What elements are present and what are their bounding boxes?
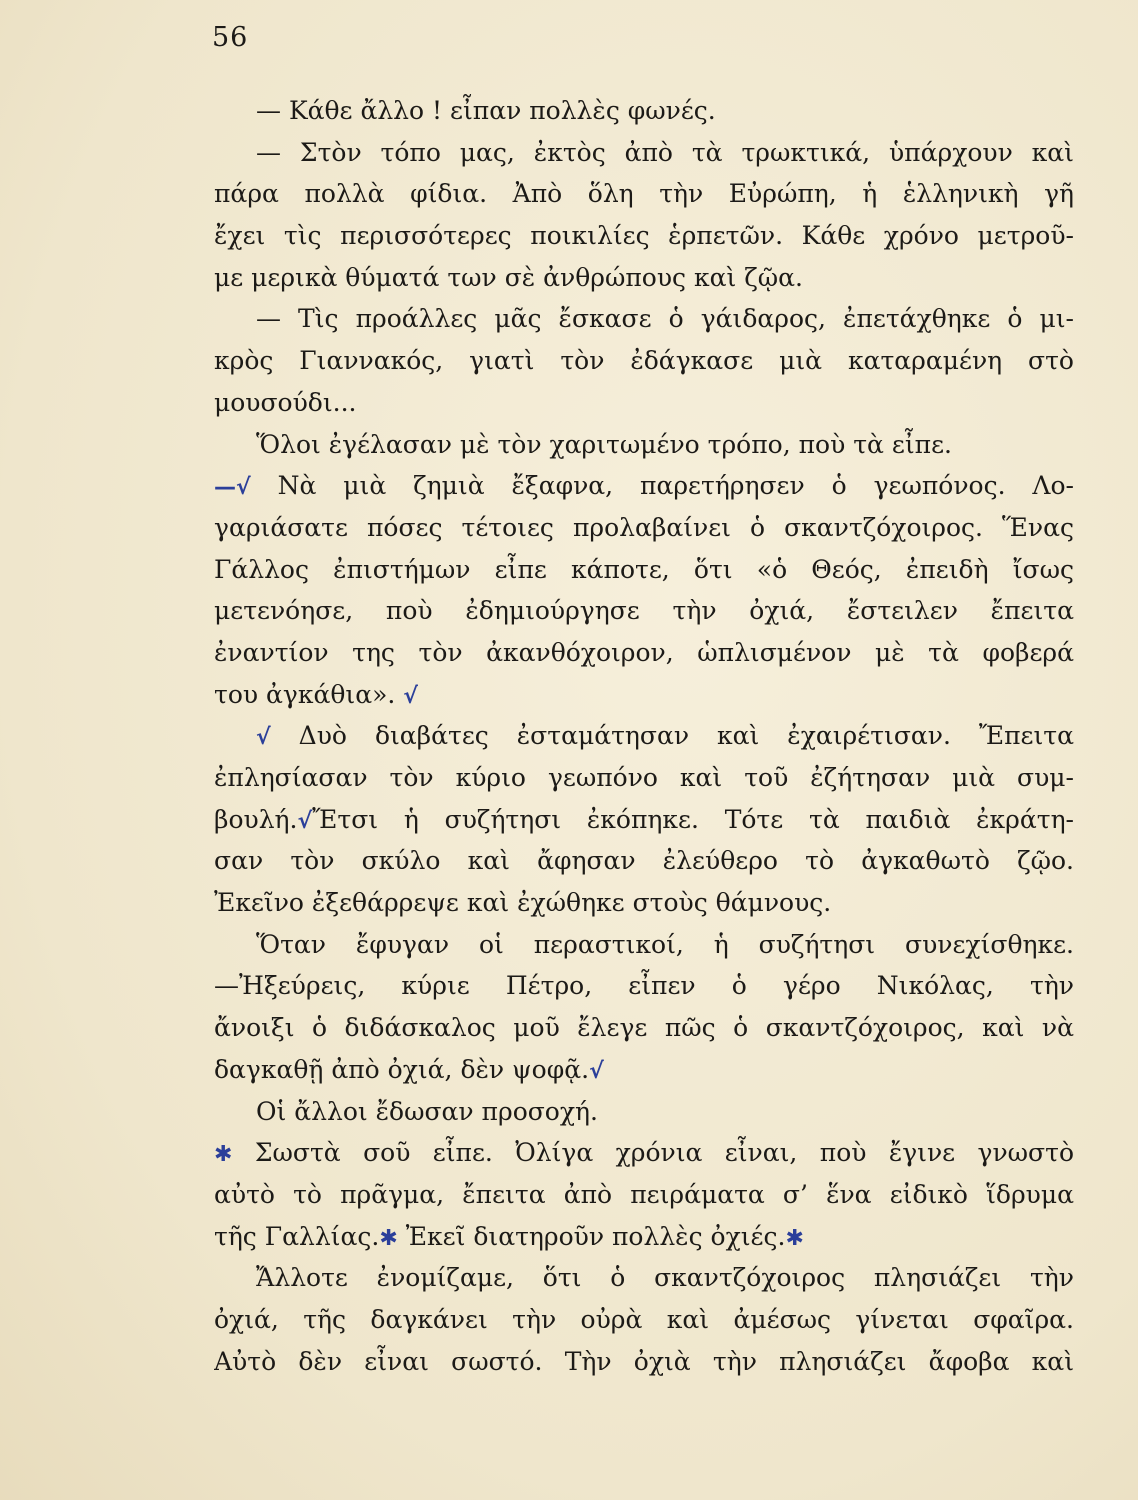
text-line: μετενόησε, ποὺ ἐδημιούργησε τὴν ὀχιά, ἔστειλεν ἔπειτα <box>214 596 1074 626</box>
text-line: κρὸς Γιαννακός, γιατὶ τὸν ἐδάγκασε μιὰ καταραμένη στὸ <box>214 346 1074 376</box>
text-line: ἐπλησίασαν τὸν κύριο γεωπόνο καὶ τοῦ ἐζήτησαν μιὰ συμ- <box>214 763 1074 792</box>
text-line: τῆς Γαλλίας.✱ Ἐκεῖ διατηροῦν πολλὲς ὀχιές.✱ <box>214 1221 804 1251</box>
check-mark-icon: √ <box>589 1058 604 1084</box>
text-line: —√ Νὰ μιὰ ζημιὰ ἔξαφνα, παρετήρησεν ὁ γεωπόνος. Λο- <box>214 471 1074 501</box>
text-line: πάρα πολλὰ φίδια. Ἀπὸ ὅλη τὴν Εὐρώπη, ἡ ἑλληνικὴ γῆ <box>214 179 1074 209</box>
text-line: γαριάσατε πόσες τέτοιες προλαβαίνει ὁ σκαντζόχοιρος. Ἕνας <box>214 512 1074 542</box>
text-line: ἐναντίον της τὸν ἀκανθόχοιρον, ὡπλισμένον μὲ τὰ φοβερά <box>214 637 1074 667</box>
text-line: Ὅταν ἔφυγαν οἱ περαστικοί, ἡ συζήτησι συνεχίσθηκε. <box>256 929 1074 959</box>
page-number: 56 <box>212 22 249 53</box>
text-line: Ὅλοι ἐγέλασαν μὲ τὸν χαριτωμένο τρόπο, ποὺ τὰ εἶπε. <box>256 429 952 459</box>
text-line: του ἀγκάθια». √ <box>214 679 418 709</box>
text-line: √ Δυὸ διαβάτες ἐσταμάτησαν καὶ ἐχαιρέτισαν. Ἔπειτα <box>256 721 1074 751</box>
body-text <box>214 90 1074 1382</box>
text-line: — Κάθε ἄλλο ! εἶπαν πολλὲς φωνές. <box>256 96 716 125</box>
check-mark-icon: √ <box>403 683 418 709</box>
text-line: — Τὶς προάλλες μᾶς ἔσκασε ὁ γάιδαρος, ἐπετάχθηκε ὁ μι- <box>256 304 1074 334</box>
text-line: Ἐκεῖνο ἐξεθάρρεψε καὶ ἐχώθηκε στοὺς θάμνους. <box>214 888 832 918</box>
text-line: Γάλλος ἐπιστήμων εἶπε κάποτε, ὅτι «ὁ Θεός, ἐπειδὴ ἴσως <box>214 554 1074 584</box>
check-mark-icon: √ <box>297 808 313 834</box>
star-mark-icon: ✱ <box>214 1142 233 1168</box>
text-line: δαγκαθῇ ἀπὸ ὀχιά, δὲν ψοφᾷ.√ <box>214 1054 604 1084</box>
check-mark-icon: √ <box>256 725 271 751</box>
text-line: βουλή.√Ἔτσι ἡ συζήτησι ἐκόπηκε. Τότε τὰ παιδιὰ ἐκράτη- <box>214 804 1074 834</box>
text-line: αὐτὸ τὸ πρᾶγμα, ἔπειτα ἀπὸ πειράματα σ’ ἕνα εἰδικὸ ἵδρυμα <box>214 1179 1074 1209</box>
text-line: Οἱ ἄλλοι ἔδωσαν προσοχή. <box>256 1096 598 1126</box>
text-line: σαν τὸν σκύλο καὶ ἄφησαν ἐλεύθερο τὸ ἀγκαθωτὸ ζῷο. <box>214 846 1074 876</box>
text-line: —Ἠξεύρεις, κύριε Πέτρο, εἶπεν ὁ γέρο Νικόλας, τὴν <box>214 971 1074 1001</box>
text-line: ✱ Σωστὰ σοῦ εἶπε. Ὀλίγα χρόνια εἶναι, ποὺ ἔγινε γνωστὸ <box>214 1138 1074 1168</box>
text-line: Ἄλλοτε ἐνομίζαμε, ὅτι ὁ σκαντζόχοιρος πλησιάζει τὴν <box>256 1263 1074 1293</box>
star-mark-icon: ✱ <box>785 1225 804 1251</box>
text-line: — Στὸν τόπο μας, ἐκτὸς ἀπὸ τὰ τρωκτικά, ὑπάρχουν καὶ <box>256 137 1074 167</box>
text-line: μουσούδι... <box>214 387 357 417</box>
text-line: ἔχει τὶς περισσότερες ποικιλίες ἑρπετῶν. Κάθε χρόνο μετροῦ- <box>214 221 1074 251</box>
text-line: ἄνοιξι ὁ διδάσκαλος μοῦ ἔλεγε πῶς ὁ σκαντζόχοιρος, καὶ νὰ <box>214 1013 1074 1043</box>
arrow-check-mark-icon: —√ <box>214 475 251 501</box>
text-line: Αὐτὸ δὲν εἶναι σωστό. Τὴν ὀχιὰ τὴν πλησιάζει ἄφοβα καὶ <box>214 1346 1074 1376</box>
star-mark-icon: ✱ <box>379 1225 398 1251</box>
text-line: ὀχιά, τῆς δαγκάνει τὴν οὐρὰ καὶ ἀμέσως γίνεται σφαῖρα. <box>214 1304 1074 1334</box>
text-line: με μερικὰ θύματά των σὲ ἀνθρώπους καὶ ζῷα. <box>214 262 803 292</box>
